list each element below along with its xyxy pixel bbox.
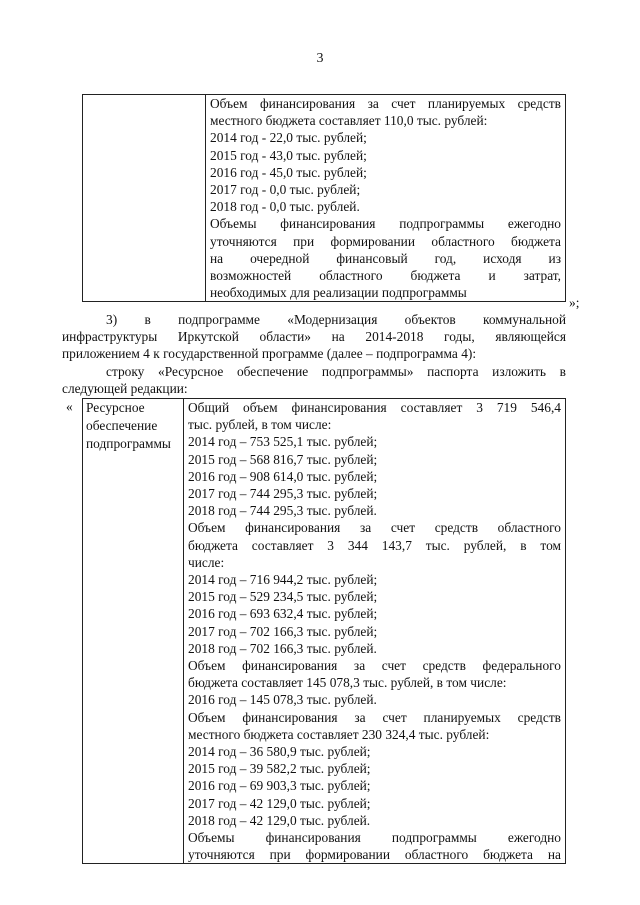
table-text-line: бюджета составляет 145 078,3 тыс. рублей, в том числе:: [188, 675, 507, 691]
table-text-line: 2017 год – 702 166,3 тыс. рублей;: [188, 623, 378, 639]
table-text-line: 2016 год – 908 614,0 тыс. рублей;: [188, 468, 378, 484]
table-text-line: 2015 год - 43,0 тыс. рублей;: [210, 147, 367, 163]
table-text-line: Объемы финансирования подпрограммы ежегодно: [210, 216, 561, 232]
table-text-line: 2018 год – 744 295,3 тыс. рублей.: [188, 503, 377, 519]
table-text-line: Объем финансирования за счет планируемых средств: [210, 96, 561, 111]
paragraph-line: 3) в подпрограмме «Модернизация объектов коммунальной: [106, 312, 566, 327]
table-text-line: бюджета составляет 3 344 143,7 тыс. рублей, в том: [188, 537, 561, 553]
table-text-line: 2016 год – 693 632,4 тыс. рублей;: [188, 606, 378, 622]
closing-quote: »;: [569, 295, 580, 310]
table-text-line: 2014 год – 36 580,9 тыс. рублей;: [188, 744, 371, 760]
table-text-line: местного бюджета составляет 230 324,4 тыс. рублей:: [188, 726, 490, 742]
funding-table-continued: [82, 94, 566, 302]
resource-provision-label-cell: [83, 399, 184, 864]
table-text-line: 2014 год – 716 944,2 тыс. рублей;: [188, 572, 378, 588]
table-text-line: Объемы финансирования подпрограммы ежегодно: [188, 830, 561, 846]
table-text-line: 2018 год – 702 166,3 тыс. рублей.: [188, 640, 377, 656]
table-text-line: 2018 год – 42 129,0 тыс. рублей.: [188, 812, 371, 828]
page-number: 3: [316, 51, 324, 66]
paragraph-line: приложением 4 к государственной программе (далее – подпрограмма 4):: [62, 346, 477, 362]
table-text-line: 2018 год - 0,0 тыс. рублей.: [210, 199, 360, 215]
table-text-line: 2015 год – 568 816,7 тыс. рублей;: [188, 451, 378, 467]
table-text-line: 2016 год – 69 903,3 тыс. рублей;: [188, 778, 371, 794]
label-line: подпрограммы: [86, 436, 171, 451]
table-content-cell: [206, 95, 566, 302]
table-text-line: уточняются при формировании областного бюджета на: [188, 847, 561, 863]
table-text-line: необходимых для реализации подпрограммы: [210, 285, 467, 301]
table-text-line: тыс. рублей, в том числе:: [188, 417, 332, 433]
table-text-line: Объем финансирования за счет средств областного: [188, 520, 561, 536]
table-text-line: 2015 год – 529 234,5 тыс. рублей;: [188, 589, 378, 605]
table-text-line: Общий объем финансирования составляет 3 719 546,4: [188, 400, 561, 415]
table-text-line: уточняются при формировании областного бюджета: [210, 233, 561, 249]
table-label-cell-empty: [83, 95, 206, 302]
paragraph-line: следующей редакции:: [62, 380, 188, 396]
paragraph-line: инфраструктуры Иркутской области» на 2014-2018 годы, являющейся: [62, 329, 566, 345]
table-text-line: возможностей областного бюджета и затрат,: [210, 268, 561, 284]
table-text-line: 2014 год - 22,0 тыс. рублей;: [210, 130, 367, 146]
resource-provision-table: [82, 398, 566, 864]
table-text-line: 2017 год – 744 295,3 тыс. рублей;: [188, 486, 378, 502]
table-text-line: 2014 год – 753 525,1 тыс. рублей;: [188, 434, 378, 450]
label-line: обеспечение: [86, 418, 158, 433]
table-text-line: Объем финансирования за счет средств федерального: [188, 658, 561, 674]
table-text-line: 2015 год – 39 582,2 тыс. рублей;: [188, 761, 371, 777]
resource-provision-content-cell: [184, 399, 566, 864]
table-text-line: на очередной финансовый год, исходя из: [210, 250, 561, 266]
paragraph-line: строку «Ресурсное обеспечение подпрограммы» паспорта изложить в: [106, 363, 566, 379]
label-line: Ресурсное: [86, 400, 145, 415]
table-text-line: 2016 год – 145 078,3 тыс. рублей.: [188, 692, 377, 708]
table-text-line: 2017 год - 0,0 тыс. рублей;: [210, 182, 361, 198]
table-text-line: 2016 год - 45,0 тыс. рублей;: [210, 164, 367, 180]
table-text-line: Объем финансирования за счет планируемых средств: [188, 709, 561, 725]
table-text-line: числе:: [188, 554, 225, 570]
amendment-paragraph: [62, 311, 566, 397]
table-text-line: местного бюджета составляет 110,0 тыс. рублей:: [210, 113, 488, 129]
table-text-line: 2017 год – 42 129,0 тыс. рублей;: [188, 795, 371, 811]
opening-quote: «: [66, 399, 73, 414]
